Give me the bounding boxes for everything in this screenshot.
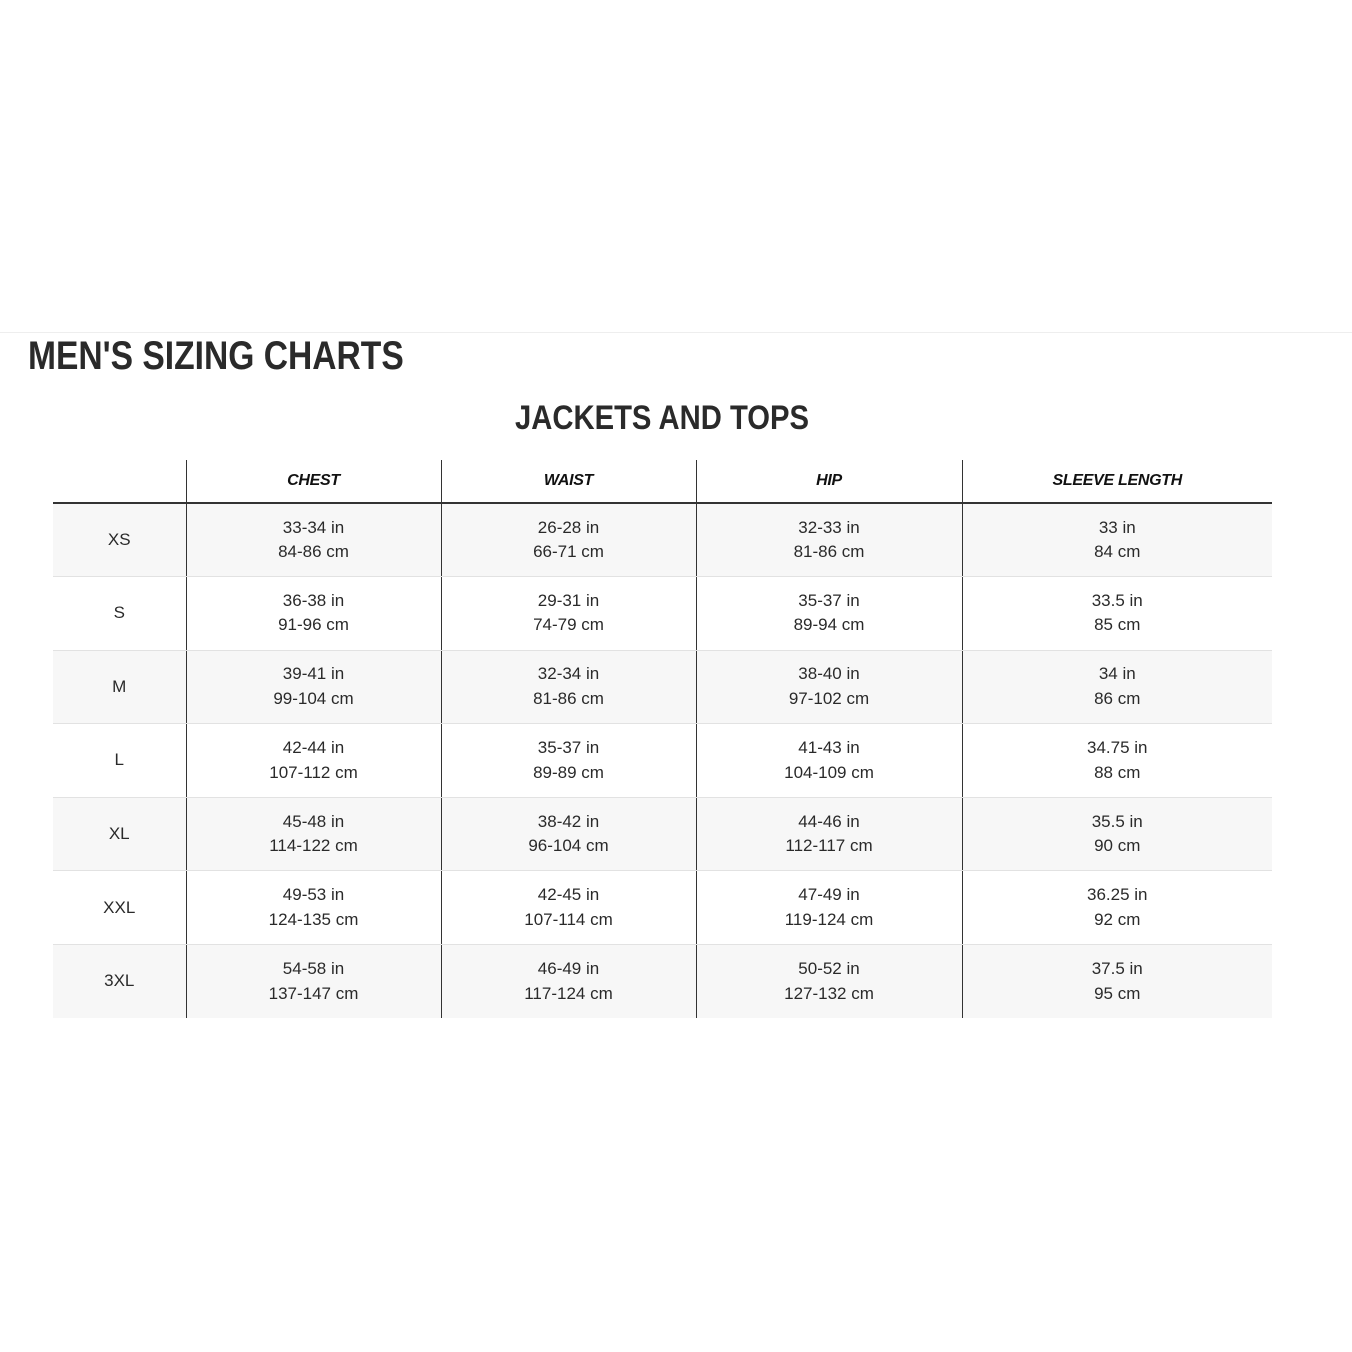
sleeve-cell	[962, 945, 1272, 1019]
waist-centimeters: 66-71 cm	[533, 542, 604, 562]
chest-cell	[186, 945, 441, 1019]
hip-centimeters: 81-86 cm	[793, 542, 865, 562]
table-row	[53, 797, 1272, 871]
waist-centimeters: 81-86 cm	[533, 688, 604, 708]
size-label: XL	[53, 797, 186, 871]
waist-inches: 46-49 in	[537, 959, 600, 979]
hip-cell	[696, 945, 962, 1019]
waist-inches: 42-45 in	[537, 885, 600, 905]
hip-inches: 47-49 in	[798, 885, 860, 905]
sleeve-centimeters: 86 cm	[1094, 688, 1141, 708]
chest-inches: 33-34 in	[282, 517, 345, 537]
waist-inches: 38-42 in	[537, 811, 600, 831]
chest-inches: 49-53 in	[282, 885, 345, 905]
waist-centimeters: 74-79 cm	[533, 615, 604, 635]
chest-cell	[186, 503, 441, 577]
sleeve-cell	[962, 871, 1272, 945]
chest-inches: 45-48 in	[282, 811, 345, 831]
sleeve-inches: 33.5 in	[1091, 590, 1143, 610]
size-label: XS	[53, 503, 186, 577]
waist-centimeters: 96-104 cm	[528, 836, 609, 856]
hip-cell	[696, 871, 962, 945]
chest-centimeters: 84-86 cm	[278, 542, 349, 562]
header-chest: CHEST	[186, 460, 441, 503]
hip-cell	[696, 724, 962, 798]
sleeve-inches: 33 in	[1098, 517, 1136, 537]
sleeve-cell	[962, 503, 1272, 577]
hip-centimeters: 104-109 cm	[784, 762, 874, 782]
size-label: L	[53, 724, 186, 798]
size-label: M	[53, 650, 186, 724]
size-chart-table	[53, 460, 1272, 1018]
sleeve-inches: 34.75 in	[1087, 738, 1148, 758]
sleeve-inches: 37.5 in	[1091, 959, 1143, 979]
header-sleeve-length: SLEEVE LENGTH	[962, 460, 1272, 503]
hip-inches: 41-43 in	[798, 738, 860, 758]
hip-cell	[696, 503, 962, 577]
hip-centimeters: 89-94 cm	[793, 615, 865, 635]
waist-cell	[441, 797, 696, 871]
hip-cell	[696, 797, 962, 871]
table-row	[53, 650, 1272, 724]
chest-centimeters: 114-122 cm	[269, 836, 358, 856]
waist-cell	[441, 871, 696, 945]
hip-inches: 32-33 in	[798, 517, 860, 537]
table-body	[53, 503, 1272, 1018]
hip-inches: 38-40 in	[798, 664, 860, 684]
section-title: JACKETS AND TOPS	[514, 399, 810, 437]
waist-inches: 29-31 in	[537, 590, 600, 610]
waist-inches: 26-28 in	[537, 517, 600, 537]
chest-inches: 39-41 in	[282, 664, 345, 684]
sleeve-cell	[962, 650, 1272, 724]
size-label: XXL	[53, 871, 186, 945]
waist-cell	[441, 577, 696, 651]
sleeve-inches: 36.25 in	[1087, 885, 1148, 905]
waist-inches: 35-37 in	[537, 738, 600, 758]
chest-cell	[186, 797, 441, 871]
chest-inches: 54-58 in	[282, 959, 345, 979]
waist-centimeters: 107-114 cm	[524, 909, 613, 929]
header-waist: WAIST	[441, 460, 696, 503]
chest-cell	[186, 871, 441, 945]
sleeve-cell	[962, 724, 1272, 798]
sleeve-centimeters: 90 cm	[1094, 836, 1141, 856]
hip-centimeters: 119-124 cm	[784, 909, 874, 929]
waist-cell	[441, 724, 696, 798]
chest-centimeters: 91-96 cm	[278, 615, 349, 635]
table-row	[53, 503, 1272, 577]
hip-inches: 44-46 in	[798, 811, 860, 831]
hip-inches: 35-37 in	[798, 590, 860, 610]
table-row	[53, 724, 1272, 798]
chest-centimeters: 124-135 cm	[268, 909, 359, 929]
header-hip: HIP	[696, 460, 962, 503]
waist-centimeters: 117-124 cm	[524, 983, 613, 1003]
hip-centimeters: 97-102 cm	[788, 688, 870, 708]
header-cell-empty	[53, 460, 186, 503]
waist-centimeters: 89-89 cm	[533, 762, 604, 782]
sleeve-centimeters: 84 cm	[1094, 542, 1141, 562]
chest-inches: 36-38 in	[282, 590, 345, 610]
table-row	[53, 577, 1272, 651]
sleeve-cell	[962, 797, 1272, 871]
chest-centimeters: 99-104 cm	[273, 688, 354, 708]
size-label: S	[53, 577, 186, 651]
size-label: 3XL	[53, 945, 186, 1019]
table-row	[53, 945, 1272, 1019]
page-title: MEN'S SIZING CHARTS	[28, 334, 404, 378]
chest-centimeters: 107-112 cm	[269, 762, 358, 782]
chest-inches: 42-44 in	[282, 738, 345, 758]
chest-cell	[186, 650, 441, 724]
sleeve-centimeters: 85 cm	[1094, 615, 1141, 635]
waist-inches: 32-34 in	[537, 664, 600, 684]
hip-cell	[696, 650, 962, 724]
hip-centimeters: 127-132 cm	[784, 983, 874, 1003]
waist-cell	[441, 945, 696, 1019]
table-row	[53, 871, 1272, 945]
hip-cell	[696, 577, 962, 651]
chest-cell	[186, 577, 441, 651]
sleeve-centimeters: 88 cm	[1094, 762, 1141, 782]
chest-centimeters: 137-147 cm	[268, 983, 359, 1003]
sleeve-inches: 34 in	[1098, 664, 1136, 684]
waist-cell	[441, 650, 696, 724]
sleeve-inches: 35.5 in	[1091, 811, 1143, 831]
sleeve-centimeters: 92 cm	[1094, 909, 1141, 929]
hip-inches: 50-52 in	[798, 959, 860, 979]
sleeve-cell	[962, 577, 1272, 651]
hip-centimeters: 112-117 cm	[785, 836, 873, 856]
table-header-row	[53, 460, 1272, 503]
chest-cell	[186, 724, 441, 798]
waist-cell	[441, 503, 696, 577]
sleeve-centimeters: 95 cm	[1094, 983, 1141, 1003]
